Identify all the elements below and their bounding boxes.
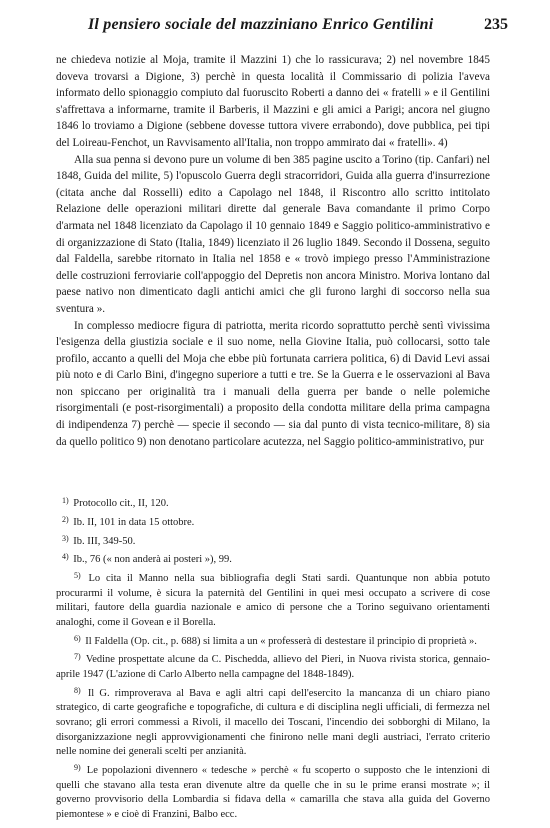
footnote-marker: 6) [74,633,81,643]
footnote [56,761,490,822]
footnote [56,650,490,682]
footnote-marker: 5) [74,571,81,581]
footnote-text: Ib. II, 101 in data 15 ottobre. [73,516,195,528]
footnote-text: Il Faldella (Op. cit., p. 688) si limita a un « professerà di destestare il principio di proprietà ». [85,635,477,647]
paragraph: ne chiedeva notizie al Moja, tramite il Mazzini 1) che lo rassicurava; 2) nel novembre 1845 doveva trovarsi a Digione, 3) perchè in questa località il Commissario di polizia l'aveva informato dello spionaggio compiuto dal fuoruscito Roberti a danno dei « fratelli » e il Gentilini s'affrettava a informarne, tramite il Barberis, il Mazzini e gli amici a Parigi; ancora nel giugno 1846 lo troviamo a Digione (sebbene dovesse tuttora vivere errabondo), dove pubblica, pei tipi del Loireau-Fenchot, un Ravvisamento all'Italia, non troppo ammirato dai « fratelli». 4) [56,54,490,149]
footnote-marker: 2) [62,514,69,524]
footnote-text: Protocollo cit., II, 120. [73,498,169,509]
footnote [56,632,490,650]
footnote-marker: 7) [74,652,81,662]
footnote-marker: 8) [74,685,81,695]
footnote [56,550,490,568]
footnote-marker: 9) [74,763,81,772]
footnote-text: Il G. rimproverava al Bava e agli altri capi dell'esercito la mancanza di un chiaro piano strategico, di carte geografiche e topografiche, di cultura e di disciplina negli ufficiali, di fermezza nel sovrano; gli errori commessi a Rivoli, il macello dei Toscani, l'incendio dei sobborghi di Milano, la disorganizzazione negli approvvigionamenti che finirono nelle mani degli austriaci, l'errato criterio nelle nomine dei generali scelti per anzianità. [56,687,490,758]
footnote-marker: 3) [62,533,69,543]
footnote-text: Le popolazioni divennero « tedesche » perchè « fu scoperto o supposto che le intenzioni di quelli che stavano alla testa eran divenute altre da quelle che in su le prime eransi mostrate »; il governo provvisorio della Lombardia si fidava della « camarilla che stava alla guida del Governo piemontese » e cioè di Franzini, Balbo ecc. [56,765,491,820]
footnote [56,532,490,550]
footnote-text: Lo cita il Manno nella sua bibliografia degli Stati sardi. Quantunque non abbia potuto procurarmi il volume, è sicura la paternità del Gentilini in quei mesi occupato a scrivere di cose militari, fautore della guardia nazionale e amico di persone che a Torino seguivano orientamenti analoghi, come il Govean e il Borella. [56,573,491,628]
footnote-text: Vedine prospettate alcune da C. Pischedda, allievo del Pieri, in Nuova rivista storica, gennaio-aprile 1947 (L'azione di Carlo Alberto nella campagne del 1848-1849). [56,654,491,681]
footnote [56,513,490,531]
footnote-marker: 4) [62,552,69,562]
footnotes [56,494,490,824]
running-title: Il pensiero sociale del mazziniano Enrico Gentilini [88,16,434,33]
paragraph: In complesso mediocre figura di patriotta, merita ricordo soprattutto perchè sentì vivissima l'esigenza della giustizia sociale e il suo nome, nella Giovine Italia, può collocarsi, sotto tale profilo, accanto a quelli del Moja che ebbe più fortunata carriera politica, 6) di David Levi assai più noto e di Carlo Bini, d'ingegno superiore a tutti e tre. Se la Guerra e le osservazioni al Bava non spiccano per originalità tra i manuali della guerra per bande o nelle polemiche risorgimentali (e post-risorgimentali) a proposito della condotta militare della prima campagna di indipendenza 7) perchè — specie il secondo — sia dal punto di vista tecnico-militare, 8) sia da quello politico 9) non denotano particolare acutezza, nel Saggio politico-amministrativo, pur [56,319,490,448]
footnote [56,569,490,630]
footnote-text: Ib. III, 349-50. [73,535,136,547]
footnote-text: Ib., 76 (« non anderà ai posteri »), 99. [73,554,232,566]
page-number: 235 [484,16,508,33]
footnote [56,684,490,760]
footnote [56,494,490,512]
paragraph: Alla sua penna si devono pure un volume di ben 385 pagine uscito a Torino (tip. Canfari) nel 1848, Guida del milite, 5) l'opuscolo Guerra degli stracorridori, Guida alla guerra d'insurrezione (citata anche dal Rosselli) edito a Capolago nel 1848, il Riscontro allo scritto intitolato Relazione delle operazioni militari dirette dal generale Bava comandante il primo Corpo d'armata nel 1848 licenziato da Capolago il 10 gennaio 1849 e Saggio politico-amministrativo e di organizzazione di Stato (Italia, 1849) licenziato il 26 luglio 1849. Secondo il Dossena, seguito dal Faldella, sarebbe ritornato in Italia nel 1858 e « trovò impiego presso l'Amministrazione delle costruzioni ferroviarie coll'appoggio del Depretis non ancora Ministro. Moriva lontano dal paese nativo non dimenticato dagli antichi amici che gli furono larghi di soccorso nella sua sventura ». [56,153,490,315]
body-text [56,52,490,450]
footnote-marker: 1) [62,496,69,505]
page-header [88,10,508,40]
